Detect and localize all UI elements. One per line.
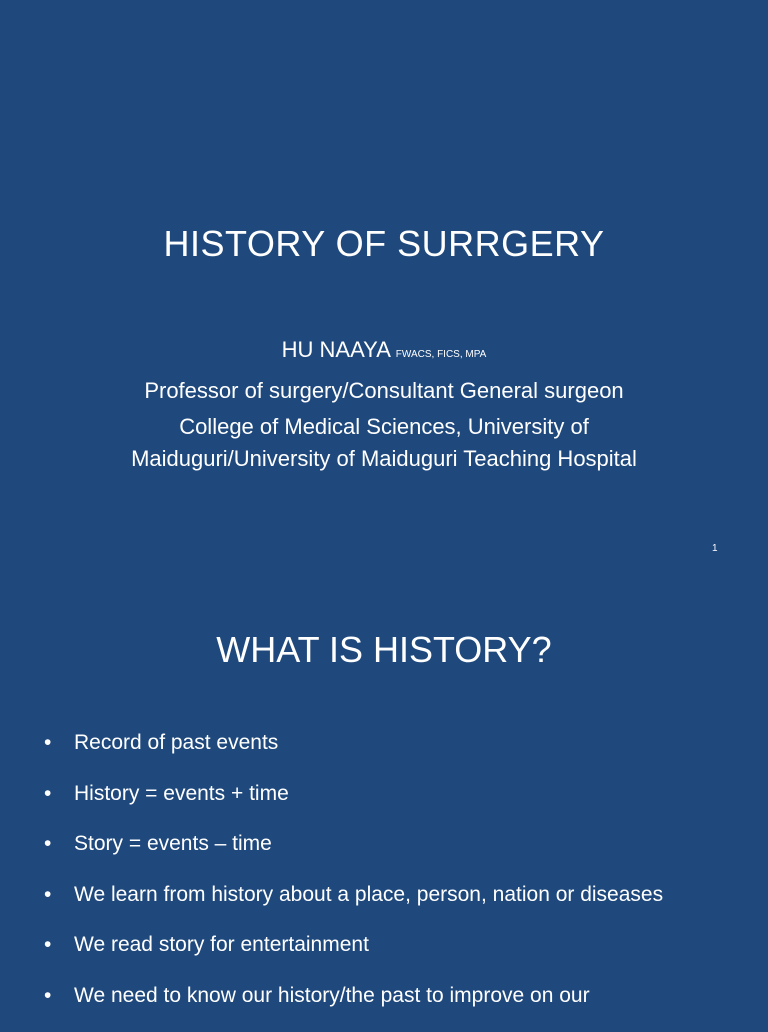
list-item	[44, 779, 744, 809]
bullet-icon: •	[44, 983, 52, 1007]
list-item	[44, 930, 744, 960]
bullet-icon: •	[44, 832, 52, 856]
author-affiliation: College of Medical Sciences, University of Maiduguri/University of Maiduguri Teaching Hospital	[131, 414, 637, 471]
author-line	[120, 334, 648, 371]
bullet-icon: •	[44, 933, 52, 957]
page-number: 1	[712, 543, 718, 554]
list-item	[44, 829, 744, 859]
bullet-icon: •	[44, 781, 52, 805]
author-position: Professor of surgery/Consultant General surgeon	[144, 378, 624, 403]
bullet-text: History = events + time	[74, 781, 289, 805]
list-item	[44, 880, 744, 910]
bullet-icon: •	[44, 882, 52, 906]
slide-title: WHAT IS HISTORY?	[216, 629, 552, 670]
author-credentials: FWACS, FICS, MPA	[395, 349, 487, 360]
bullet-text: We read story for entertainment	[74, 933, 369, 957]
author-name: HU NAAYA	[281, 337, 390, 362]
bullet-icon: •	[44, 731, 52, 754]
list-item	[44, 728, 744, 758]
slide-title: HISTORY OF SURRGERY	[163, 223, 605, 264]
bullet-text: Record of past events	[74, 731, 279, 754]
bullet-list	[44, 728, 744, 1032]
slide-subtitle	[120, 334, 648, 479]
list-item	[44, 981, 744, 1011]
bullet-text: We need to know our history/the past to improve on our	[74, 983, 590, 1007]
content-slide	[0, 576, 768, 1024]
bullet-text: We learn from history about a place, person, nation or diseases	[74, 882, 664, 906]
bullet-text: Story = events – time	[74, 832, 272, 856]
